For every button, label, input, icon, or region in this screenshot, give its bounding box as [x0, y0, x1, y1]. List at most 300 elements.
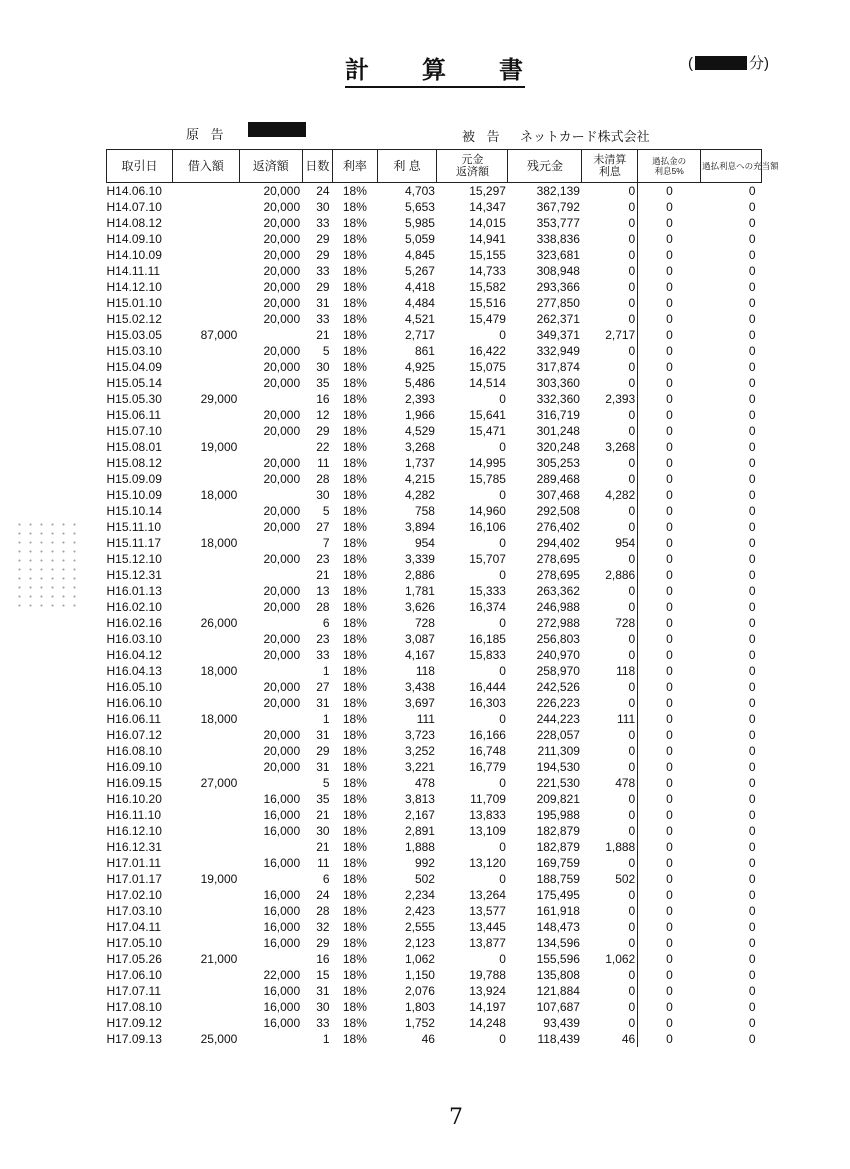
- cell-interest: 2,076: [404, 984, 435, 998]
- cell-borrowed: [172, 567, 239, 583]
- cell-interest-allocation: 0: [748, 968, 756, 982]
- period-label: [688, 52, 769, 73]
- cell-date: H17.03.10: [106, 904, 162, 918]
- cell-repaid: 20,000: [263, 216, 301, 230]
- cell-repaid: 20,000: [263, 744, 301, 758]
- cell-days: 35: [316, 376, 330, 390]
- cell-repaid: 20,000: [263, 264, 301, 278]
- cell-principal-repaid: 13,120: [469, 856, 506, 870]
- table-row: [107, 887, 762, 903]
- cell-interest: 2,555: [404, 920, 435, 934]
- cell-unpaid-interest: 0: [582, 599, 638, 615]
- cell-principal-repaid: 15,333: [469, 584, 506, 598]
- cell-rate: 18%: [342, 312, 367, 326]
- cell-overpayment-interest: 0: [666, 936, 673, 950]
- cell-unpaid-interest: 2,717: [582, 327, 638, 343]
- cell-date: H16.05.10: [106, 680, 162, 694]
- cell-date: H17.06.10: [106, 968, 162, 982]
- cell-repaid: [239, 711, 302, 727]
- cell-interest: 2,423: [404, 904, 435, 918]
- cell-overpayment-interest: 0: [666, 584, 673, 598]
- cell-principal-repaid: 0: [499, 488, 506, 502]
- cell-borrowed: [172, 359, 239, 375]
- cell-repaid: 16,000: [263, 856, 301, 870]
- cell-interest-allocation: 0: [748, 936, 756, 950]
- cell-rate: 18%: [342, 296, 367, 310]
- cell-balance: 262,371: [536, 312, 580, 326]
- table-row: [107, 263, 762, 279]
- cell-repaid: 20,000: [263, 760, 301, 774]
- cell-borrowed: [172, 999, 239, 1015]
- cell-repaid: [239, 567, 302, 583]
- col-header-unpaid-interest: 未清算 利息: [582, 150, 638, 183]
- col-header-interest-allocation: 過払利息への充当額: [701, 150, 762, 183]
- table-row: [107, 743, 762, 759]
- cell-interest-allocation: 0: [748, 296, 756, 310]
- cell-balance: 93,439: [543, 1016, 580, 1030]
- cell-interest: 3,221: [404, 760, 435, 774]
- cell-overpayment-interest: 0: [666, 904, 673, 918]
- cell-principal-repaid: 15,075: [469, 360, 506, 374]
- cell-borrowed: 27,000: [200, 776, 238, 790]
- cell-rate: 18%: [342, 632, 367, 646]
- cell-borrowed: [172, 199, 239, 215]
- cell-repaid: 16,000: [263, 1000, 301, 1014]
- cell-overpayment-interest: 0: [666, 760, 673, 774]
- cell-balance: 292,508: [536, 504, 580, 518]
- cell-repaid: 20,000: [263, 360, 301, 374]
- cell-borrowed: [172, 807, 239, 823]
- col-header-date: 取引日: [107, 150, 173, 183]
- title-char: 計: [345, 55, 371, 84]
- cell-principal-repaid: 0: [499, 712, 506, 726]
- table-row: [107, 807, 762, 823]
- cell-interest: 3,339: [404, 552, 435, 566]
- cell-interest: 2,167: [404, 808, 435, 822]
- cell-days: 32: [316, 920, 330, 934]
- cell-borrowed: [172, 695, 239, 711]
- cell-overpayment-interest: 0: [666, 280, 673, 294]
- cell-principal-repaid: 14,960: [469, 504, 506, 518]
- cell-interest: 992: [414, 856, 435, 870]
- cell-interest: 4,529: [404, 424, 435, 438]
- cell-repaid: 16,000: [263, 888, 301, 902]
- cell-date: H16.01.13: [106, 584, 162, 598]
- cell-date: H17.05.26: [106, 952, 162, 966]
- cell-interest-allocation: 0: [748, 392, 756, 406]
- cell-overpayment-interest: 0: [666, 920, 673, 934]
- cell-interest: 1,062: [404, 952, 435, 966]
- cell-principal-repaid: 14,733: [469, 264, 506, 278]
- cell-date: H16.06.11: [106, 712, 161, 726]
- cell-days: 28: [316, 472, 330, 486]
- cell-interest-allocation: 0: [748, 952, 756, 966]
- cell-interest-allocation: 0: [748, 536, 756, 550]
- cell-interest: 5,059: [404, 232, 435, 246]
- cell-borrowed: [172, 823, 239, 839]
- cell-repaid: 20,000: [263, 376, 301, 390]
- cell-date: H15.12.10: [106, 552, 162, 566]
- cell-principal-repaid: 14,248: [469, 1016, 506, 1030]
- cell-interest-allocation: 0: [748, 824, 756, 838]
- cell-unpaid-interest: 0: [582, 967, 638, 983]
- cell-interest-allocation: 0: [748, 504, 756, 518]
- cell-rate: 18%: [342, 440, 367, 454]
- cell-days: 35: [316, 792, 330, 806]
- cell-repaid: [239, 839, 302, 855]
- table-row: [107, 407, 762, 423]
- cell-date: H16.11.10: [106, 808, 161, 822]
- cell-repaid: 20,000: [263, 552, 301, 566]
- cell-interest-allocation: 0: [748, 712, 756, 726]
- cell-repaid: 20,000: [263, 280, 301, 294]
- col-header-days: 日数: [302, 150, 332, 183]
- cell-interest: 861: [414, 344, 435, 358]
- cell-days: 30: [316, 488, 330, 502]
- cell-principal-repaid: 13,877: [469, 936, 506, 950]
- cell-interest: 3,268: [404, 440, 435, 454]
- cell-rate: 18%: [342, 712, 367, 726]
- cell-interest: 3,252: [404, 744, 435, 758]
- cell-principal-repaid: 14,514: [469, 376, 506, 390]
- cell-date: H16.09.15: [106, 776, 162, 790]
- cell-borrowed: [172, 727, 239, 743]
- period-suffix: 分): [749, 55, 769, 72]
- cell-unpaid-interest: 0: [582, 695, 638, 711]
- cell-rate: 18%: [342, 680, 367, 694]
- cell-repaid: 20,000: [263, 248, 301, 262]
- cell-principal-repaid: 14,941: [469, 232, 506, 246]
- cell-repaid: 16,000: [263, 904, 301, 918]
- cell-balance: 338,836: [536, 232, 580, 246]
- cell-days: 23: [316, 552, 330, 566]
- cell-interest: 728: [414, 616, 435, 630]
- cell-rate: 18%: [342, 472, 367, 486]
- cell-rate: 18%: [342, 920, 367, 934]
- cell-days: 30: [316, 200, 330, 214]
- cell-balance: 240,970: [536, 648, 580, 662]
- table-row: [107, 855, 762, 871]
- cell-rate: 18%: [342, 536, 367, 550]
- cell-overpayment-interest: 0: [666, 536, 673, 550]
- cell-date: H16.03.10: [106, 632, 162, 646]
- cell-date: H17.01.11: [106, 856, 161, 870]
- cell-unpaid-interest: 0: [582, 247, 638, 263]
- cell-date: H17.01.17: [106, 872, 162, 886]
- cell-rate: 18%: [342, 696, 367, 710]
- cell-interest: 2,393: [404, 392, 435, 406]
- cell-overpayment-interest: 0: [666, 344, 673, 358]
- document-title: [345, 50, 525, 88]
- cell-unpaid-interest: 0: [582, 503, 638, 519]
- cell-repaid: [239, 1031, 302, 1047]
- cell-days: 29: [316, 248, 330, 262]
- cell-interest-allocation: 0: [748, 360, 756, 374]
- cell-borrowed: [172, 247, 239, 263]
- cell-interest-allocation: 0: [748, 856, 756, 870]
- cell-date: H16.04.12: [106, 648, 162, 662]
- cell-rate: 18%: [342, 744, 367, 758]
- cell-balance: 272,988: [536, 616, 580, 630]
- cell-repaid: 20,000: [263, 728, 301, 742]
- cell-rate: 18%: [342, 552, 367, 566]
- cell-repaid: 20,000: [263, 312, 301, 326]
- cell-balance: 323,681: [536, 248, 580, 262]
- cell-unpaid-interest: 954: [582, 535, 638, 551]
- cell-borrowed: [172, 455, 239, 471]
- cell-borrowed: [172, 215, 239, 231]
- cell-interest: 118: [415, 664, 435, 678]
- cell-unpaid-interest: 0: [582, 823, 638, 839]
- cell-days: 29: [316, 424, 330, 438]
- cell-date: H16.09.10: [106, 760, 162, 774]
- cell-rate: 18%: [342, 488, 367, 502]
- cell-overpayment-interest: 0: [666, 728, 673, 742]
- cell-days: 16: [316, 952, 330, 966]
- calculation-table: [106, 149, 779, 1047]
- cell-unpaid-interest: 0: [582, 359, 638, 375]
- cell-days: 1: [322, 712, 330, 726]
- cell-interest-allocation: 0: [748, 408, 756, 422]
- cell-repaid: [239, 487, 302, 503]
- cell-unpaid-interest: 46: [582, 1031, 638, 1047]
- cell-repaid: [239, 327, 302, 343]
- cell-date: H16.06.10: [106, 696, 162, 710]
- table-row: [107, 759, 762, 775]
- cell-borrowed: 18,000: [200, 712, 238, 726]
- cell-principal-repaid: 15,707: [469, 552, 506, 566]
- table-row: [107, 199, 762, 215]
- cell-date: H15.07.10: [106, 424, 162, 438]
- cell-repaid: [239, 663, 302, 679]
- cell-days: 24: [316, 888, 330, 902]
- cell-unpaid-interest: 0: [582, 343, 638, 359]
- cell-interest-allocation: 0: [748, 424, 756, 438]
- cell-principal-repaid: 0: [499, 328, 506, 342]
- cell-overpayment-interest: 0: [666, 392, 673, 406]
- cell-repaid: 16,000: [263, 984, 301, 998]
- cell-date: H16.02.10: [106, 600, 162, 614]
- cell-balance: 349,371: [536, 328, 580, 342]
- table-row: [107, 583, 762, 599]
- cell-date: H15.05.30: [106, 392, 162, 406]
- cell-interest-allocation: 0: [748, 328, 756, 342]
- cell-date: H16.04.13: [106, 664, 162, 678]
- cell-balance: 303,360: [536, 376, 580, 390]
- table-row: [107, 311, 762, 327]
- cell-days: 5: [322, 776, 330, 790]
- cell-rate: 18%: [342, 248, 367, 262]
- cell-balance: 134,596: [536, 936, 580, 950]
- cell-principal-repaid: 0: [499, 568, 506, 582]
- cell-interest: 2,717: [404, 328, 435, 342]
- cell-interest-allocation: 0: [748, 760, 756, 774]
- cell-balance: 307,468: [536, 488, 580, 502]
- cell-interest-allocation: 0: [748, 664, 756, 678]
- cell-rate: 18%: [342, 376, 367, 390]
- cell-unpaid-interest: 0: [582, 231, 638, 247]
- cell-days: 21: [316, 328, 330, 342]
- cell-date: H17.04.11: [106, 920, 161, 934]
- cell-balance: 226,223: [536, 696, 580, 710]
- cell-borrowed: [172, 343, 239, 359]
- cell-interest: 111: [416, 712, 435, 726]
- cell-unpaid-interest: 0: [582, 919, 638, 935]
- cell-days: 29: [316, 232, 330, 246]
- cell-days: 7: [322, 536, 330, 550]
- cell-days: 29: [316, 744, 330, 758]
- cell-unpaid-interest: 0: [582, 743, 638, 759]
- cell-interest: 5,486: [404, 376, 435, 390]
- cell-overpayment-interest: 0: [666, 552, 673, 566]
- cell-overpayment-interest: 0: [666, 248, 673, 262]
- cell-date: H17.07.11: [106, 984, 161, 998]
- cell-balance: 228,057: [536, 728, 580, 742]
- cell-interest: 1,752: [404, 1016, 435, 1030]
- cell-overpayment-interest: 0: [666, 856, 673, 870]
- cell-overpayment-interest: 0: [666, 424, 673, 438]
- cell-date: H15.09.09: [106, 472, 162, 486]
- cell-interest: 4,703: [404, 184, 435, 198]
- cell-interest-allocation: 0: [748, 696, 756, 710]
- cell-borrowed: [172, 583, 239, 599]
- table-body: [107, 183, 762, 1048]
- table-header-row: [107, 150, 762, 183]
- cell-date: H14.11.11: [106, 264, 161, 278]
- cell-days: 28: [316, 904, 330, 918]
- cell-borrowed: [172, 903, 239, 919]
- cell-repaid: 20,000: [263, 408, 301, 422]
- cell-balance: 278,695: [536, 568, 580, 582]
- cell-balance: 182,879: [536, 824, 580, 838]
- cell-rate: 18%: [342, 616, 367, 630]
- cell-repaid: 20,000: [263, 696, 301, 710]
- cell-borrowed: [172, 679, 239, 695]
- cell-days: 6: [322, 616, 330, 630]
- table-row: [107, 919, 762, 935]
- cell-interest-allocation: 0: [748, 680, 756, 694]
- cell-borrowed: 18,000: [200, 488, 238, 502]
- cell-overpayment-interest: 0: [666, 504, 673, 518]
- cell-date: H16.12.10: [106, 824, 162, 838]
- cell-borrowed: [172, 551, 239, 567]
- cell-principal-repaid: 16,779: [469, 760, 506, 774]
- cell-overpayment-interest: 0: [666, 680, 673, 694]
- cell-rate: 18%: [342, 232, 367, 246]
- table-row: [107, 999, 762, 1015]
- cell-unpaid-interest: 2,886: [582, 567, 638, 583]
- cell-interest: 4,167: [404, 648, 435, 662]
- cell-interest-allocation: 0: [748, 872, 756, 886]
- cell-overpayment-interest: 0: [666, 184, 673, 198]
- table-row: [107, 535, 762, 551]
- cell-days: 21: [316, 568, 330, 582]
- redacted-plaintiff-name: [248, 122, 306, 137]
- cell-interest-allocation: 0: [748, 280, 756, 294]
- cell-overpayment-interest: 0: [666, 696, 673, 710]
- cell-principal-repaid: 14,995: [469, 456, 506, 470]
- cell-date: H16.12.31: [106, 840, 162, 854]
- cell-interest: 758: [414, 504, 435, 518]
- table-row: [107, 631, 762, 647]
- table-row: [107, 679, 762, 695]
- cell-principal-repaid: 0: [499, 664, 506, 678]
- cell-days: 11: [317, 856, 330, 870]
- cell-repaid: 20,000: [263, 600, 301, 614]
- cell-days: 30: [316, 1000, 330, 1014]
- cell-balance: 118,439: [537, 1032, 580, 1046]
- cell-overpayment-interest: 0: [666, 776, 673, 790]
- cell-balance: 317,874: [536, 360, 580, 374]
- cell-principal-repaid: 16,444: [469, 680, 506, 694]
- cell-days: 13: [316, 584, 330, 598]
- cell-unpaid-interest: 111: [582, 711, 638, 727]
- table-row: [107, 871, 762, 887]
- cell-balance: 294,402: [536, 536, 580, 550]
- cell-balance: 332,949: [536, 344, 580, 358]
- table-row: [107, 519, 762, 535]
- cell-days: 1: [322, 1032, 330, 1046]
- cell-principal-repaid: 13,833: [469, 808, 506, 822]
- cell-principal-repaid: 16,166: [469, 728, 506, 742]
- table-row: [107, 295, 762, 311]
- cell-principal-repaid: 15,471: [469, 424, 506, 438]
- cell-unpaid-interest: 0: [582, 583, 638, 599]
- table-row: [107, 823, 762, 839]
- cell-overpayment-interest: 0: [666, 872, 673, 886]
- cell-rate: 18%: [342, 504, 367, 518]
- cell-repaid: [239, 535, 302, 551]
- cell-rate: 18%: [342, 856, 367, 870]
- cell-principal-repaid: 0: [499, 1032, 506, 1046]
- cell-days: 30: [316, 360, 330, 374]
- cell-principal-repaid: 14,347: [469, 200, 506, 214]
- cell-interest: 2,123: [404, 936, 435, 950]
- cell-overpayment-interest: 0: [666, 712, 673, 726]
- cell-date: H15.01.10: [106, 296, 162, 310]
- cell-date: H15.08.12: [106, 456, 162, 470]
- cell-interest: 1,150: [404, 968, 435, 982]
- cell-rate: 18%: [342, 408, 367, 422]
- cell-repaid: 20,000: [263, 472, 301, 486]
- cell-balance: 293,366: [536, 280, 580, 294]
- cell-date: H15.12.31: [106, 568, 162, 582]
- cell-days: 21: [316, 840, 330, 854]
- cell-balance: 161,918: [536, 904, 580, 918]
- table-row: [107, 599, 762, 615]
- cell-interest: 502: [414, 872, 435, 886]
- cell-date: H17.05.10: [106, 936, 162, 950]
- cell-unpaid-interest: 0: [582, 935, 638, 951]
- cell-borrowed: [172, 423, 239, 439]
- cell-interest: 3,894: [404, 520, 435, 534]
- cell-rate: 18%: [342, 872, 367, 886]
- cell-interest: 2,234: [404, 888, 435, 902]
- cell-overpayment-interest: 0: [666, 296, 673, 310]
- cell-interest-allocation: 0: [748, 184, 756, 198]
- cell-rate: 18%: [342, 664, 367, 678]
- cell-repaid: 20,000: [263, 504, 301, 518]
- cell-balance: 353,777: [536, 216, 580, 230]
- title-char: 算: [422, 55, 448, 84]
- col-header-overpayment-interest: 過払金の 利息5%: [638, 150, 701, 183]
- cell-repaid: 20,000: [263, 296, 301, 310]
- cell-repaid: 20,000: [263, 344, 301, 358]
- cell-unpaid-interest: 0: [582, 679, 638, 695]
- cell-days: 28: [316, 600, 330, 614]
- cell-interest-allocation: 0: [748, 1032, 756, 1046]
- cell-interest: 3,723: [404, 728, 435, 742]
